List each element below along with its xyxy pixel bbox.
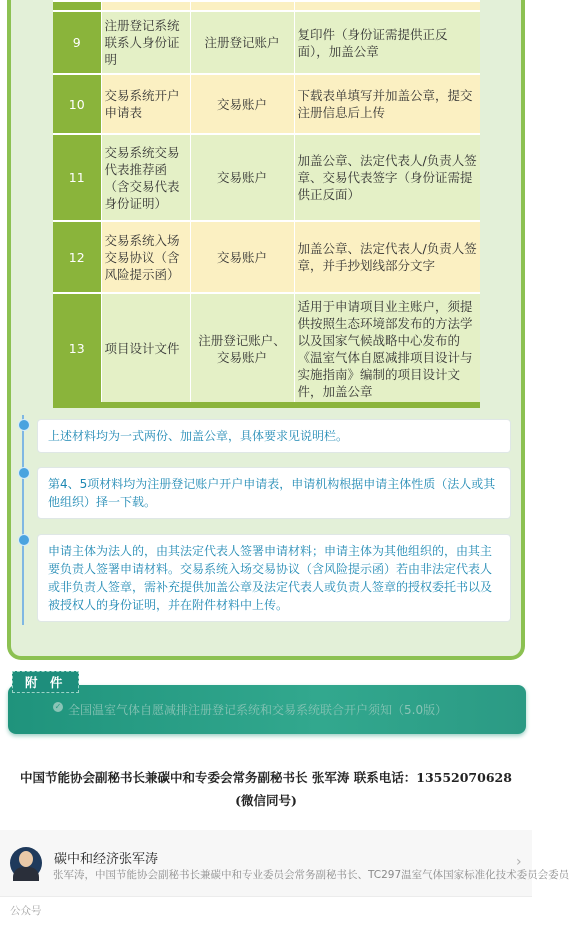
material-name: 交易系统开户申请表	[101, 74, 190, 134]
material-name: 注册登记系统联系人身份证明	[101, 11, 190, 74]
attachment-filename[interactable]: 全国温室气体自愿减排注册登记系统和交易系统联合开户须知（5.0版）	[68, 703, 448, 717]
account-type: 注册登记账户、交易账户	[190, 293, 294, 403]
contact-wechat-note: (微信同号)	[235, 793, 297, 808]
table-row	[53, 74, 480, 134]
row-number: 11	[53, 134, 101, 221]
avatar	[10, 847, 42, 879]
requirement: 下载表单填写并加盖公章，提交注册信息后上传	[294, 74, 480, 134]
table-row	[53, 293, 480, 403]
official-account-card[interactable]	[0, 830, 569, 896]
chevron-right-icon: ›	[516, 854, 522, 870]
timeline-line	[22, 415, 24, 625]
row-number: 10	[53, 74, 101, 134]
row-number: 9	[53, 11, 101, 74]
contact-line: 中国节能协会副秘书长兼碳中和专委会常务副秘书长 张军涛 联系电话：13552070628	[20, 770, 512, 785]
table-row	[53, 221, 480, 293]
requirement: 加盖公章、法定代表人/负责人签章、交易代表签字（身份证需提供正反面）	[294, 134, 480, 221]
divider	[0, 896, 532, 897]
material-name: 项目设计文件	[101, 293, 190, 403]
account-name: 碳中和经济张军涛	[54, 852, 159, 867]
requirement: 适用于申请项目业主账户，须提供按照生态环境部发布的方法学以及国家气候战略中心发布的《温室气体自愿减排项目设计与实施指南》编制的项目设计文件，加盖公章	[294, 293, 480, 403]
material-name: 交易系统交易代表推荐函（含交易代表身份证明）	[101, 134, 190, 221]
account-type: 注册登记账户	[190, 11, 294, 74]
official-account-label: 公众号	[10, 905, 42, 917]
account-type: 交易账户	[190, 74, 294, 134]
material-name	[101, 1, 190, 11]
material-name: 交易系统入场交易协议（含风险提示函）	[101, 221, 190, 293]
table-bottom-border	[53, 402, 480, 408]
materials-table	[53, 0, 480, 403]
timeline-dot	[18, 534, 30, 546]
account-type: 交易账户	[190, 221, 294, 293]
note-item: 申请主体为法人的，由其法定代表人签署申请材料；申请主体为其他组织的，由其主要负责人签署申请材料。交易系统入场交易协议（含风险提示函）若由非法定代表人或非负责人签章，需补充提供加盖公章及法定代表人或负责人签章的授权委托书以及被授权人的身份证明，并在附件材料中上传。	[37, 534, 511, 622]
row-number	[53, 1, 101, 11]
attachment-link[interactable]	[8, 685, 526, 734]
row-number: 13	[53, 293, 101, 403]
account-type: 交易账户	[190, 134, 294, 221]
note-item: 第4、5项材料均为注册登记账户开户申请表，申请机构根据申请主体性质（法人或其他组织）择一下载。	[37, 467, 511, 519]
account-type	[190, 1, 294, 11]
attachment-label: 附 件	[12, 671, 79, 693]
account-description: 张军涛，中国节能协会副秘书长兼碳中和专业委员会常务副秘书长、TC297温室气体国家标准化技术委员会委员	[53, 869, 569, 881]
timeline-dot	[18, 467, 30, 479]
requirement: 加盖公章、法定代表人/负责人签章，并手抄划线部分文字	[294, 221, 480, 293]
contact-info	[0, 766, 532, 812]
note-item: 上述材料均为一式两份、加盖公章，具体要求见说明栏。	[37, 419, 511, 453]
timeline-dot	[18, 419, 30, 431]
table-row	[53, 134, 480, 221]
table-row	[53, 1, 480, 11]
attachment-icon: ✓	[54, 702, 62, 711]
row-number: 12	[53, 221, 101, 293]
requirement	[294, 1, 480, 11]
requirement: 复印件（身份证需提供正反面），加盖公章	[294, 11, 480, 74]
table-row	[53, 11, 480, 74]
